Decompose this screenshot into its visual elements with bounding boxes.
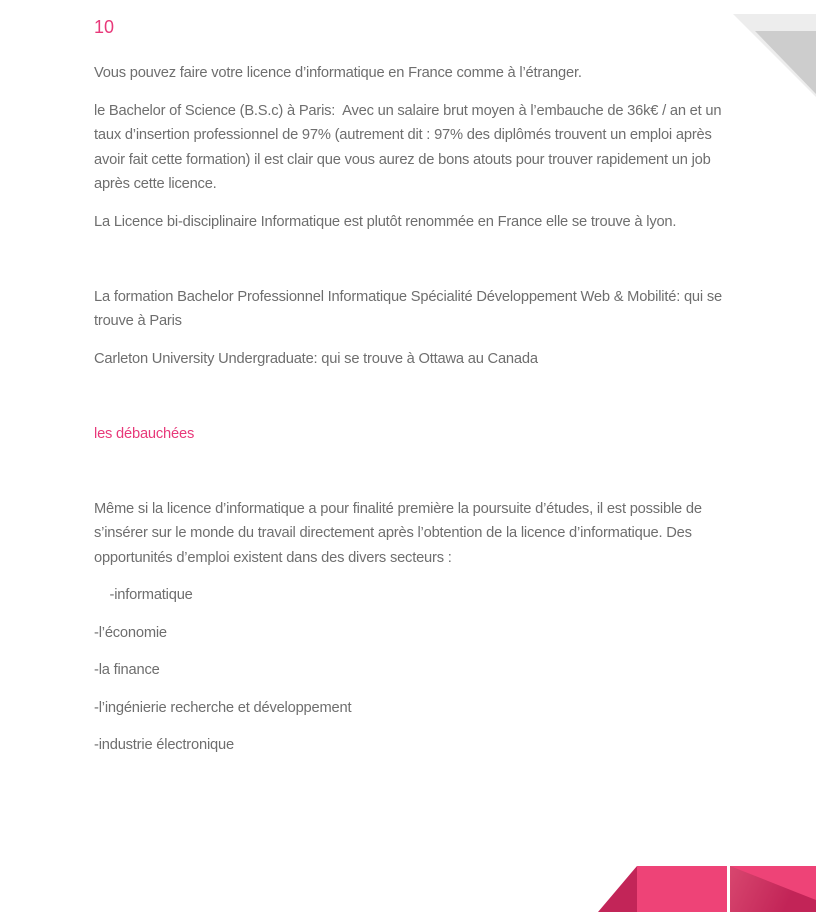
ribbon-fold-highlight: [730, 866, 816, 912]
paragraph: Même si la licence d’informatique a pour finalité première la poursuite d’études, il est possible de s’insérer sur le monde du travail directement après l’obtention de la licence d’informatique. Des opportunités d’emploi existent dans des divers secteurs :: [94, 500, 706, 566]
paragraph: Carleton University Undergraduate: qui se trouve à Ottawa au Canada: [94, 350, 538, 367]
paragraph: La formation Bachelor Professionnel Informatique Spécialité Développement Web & Mobilité: qui se trouve à Paris: [94, 288, 726, 329]
ribbon-folded-square: [730, 866, 816, 912]
list-item: -informatique: [94, 587, 193, 603]
list-item: -l’ingénierie recherche et développement: [94, 699, 352, 716]
paragraph: le Bachelor of Science (B.S.c) à Paris: Avec un salaire brut moyen à l’embauche de 36k€ / an et un taux d’insertion professionnel de 97% (autrement dit : 97% des diplômés trouvent un emploi après avoir fait cette formation) il est clair que vous aurez de bons atouts pour trouver rapidement un job après cette licence.: [94, 102, 726, 192]
blank-line: [94, 384, 722, 409]
page-number: 10: [94, 17, 115, 37]
ribbon-pink-rectangle: [637, 866, 727, 912]
document-body: [0, 14, 816, 758]
list-item: -la finance: [94, 662, 160, 678]
paragraph: Vous pouvez faire votre licence d’informatique en France comme à l’étranger.: [94, 65, 582, 81]
list-item: -industrie électronique: [94, 737, 234, 753]
section-heading: les débauchées: [94, 425, 195, 442]
paragraph: La Licence bi-disciplinaire Informatique est plutôt renommée en France elle se trouve à lyon.: [94, 213, 677, 230]
document-page: [0, 14, 816, 912]
list-item: -l’économie: [94, 624, 167, 641]
blank-line: [94, 459, 722, 484]
ribbon-dark-triangle: [598, 866, 637, 912]
blank-line: [94, 247, 722, 272]
